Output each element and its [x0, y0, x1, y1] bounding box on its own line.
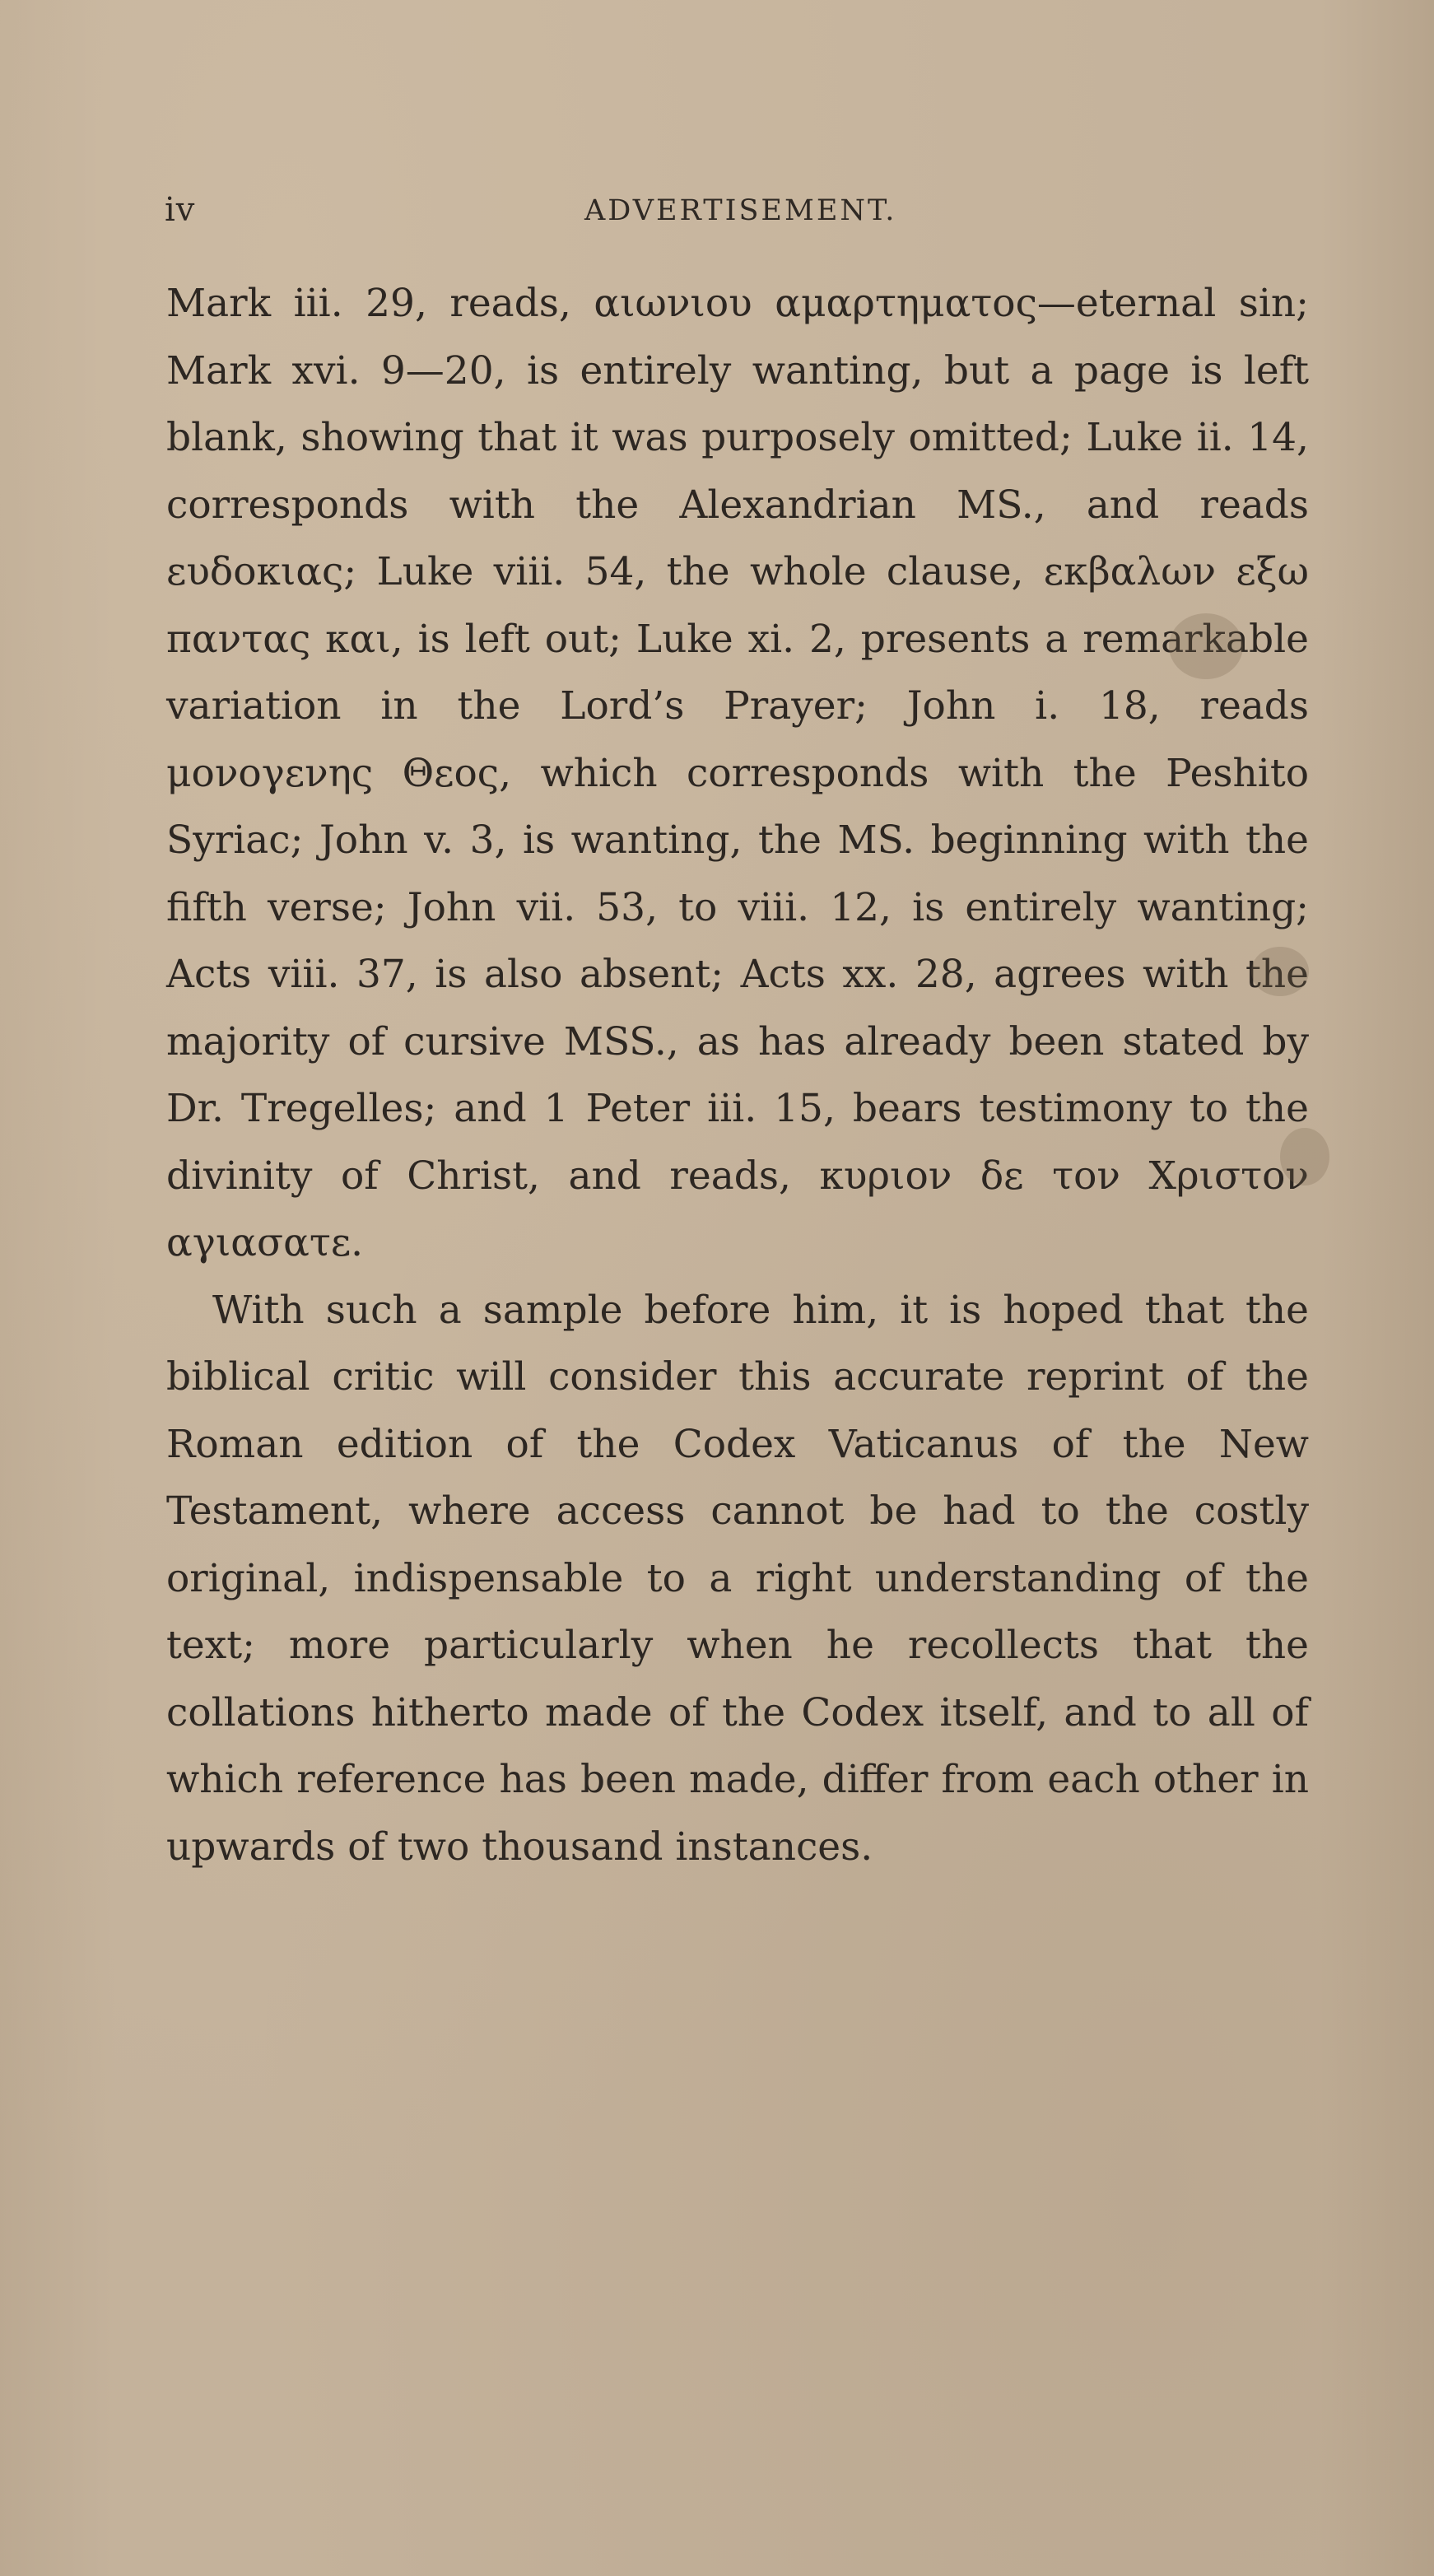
running-head: ADVERTISEMENT. — [584, 194, 897, 227]
paper-stain — [1169, 613, 1243, 679]
page-number: iv — [165, 191, 196, 229]
body-text — [166, 270, 1309, 1880]
paragraph-1: Mark iii. 29, reads, αιωνιου αμαρτηματος—eternal sin; Mark xvi. 9—20, is entirely wanting, but a page is left blank, showing that it was purposely omitted; Luke ii. 14, corresponds with the Alexandrian MS., and reads ευδοκιας; Luke viii. 54, the whole clause, εκβαλων εξω παντας και, is left out; Luke xi. 2, presents a remarkable variation in the Lord’s Prayer; John i. 18, reads μονογενης Θεος, which corresponds with the Peshito Syriac; John v. 3, is wanting, the MS. beginning with the fifth verse; John vii. 53, to viii. 12, is entirely wanting; Acts viii. 37, is also absent; Acts xx. 28, agrees with the majority of cursive MSS., as has already been stated by Dr. Tregelles; and 1 Peter iii. 15, bears testimony to the divinity of Christ, and reads, κυριον δε τον Χριστον αγιασατε. — [166, 281, 1309, 1265]
paper-stain — [1251, 947, 1309, 996]
page-header — [165, 191, 1309, 240]
paper-stain — [1280, 1128, 1329, 1186]
paragraph-2: With such a sample before him, it is hoped that the biblical critic will consider this accurate reprint of the Roman edition of the Codex Vaticanus of the New Testament, where access cannot be had to the costly original, indispensable to a right understanding of the text; more particularly when he recollects that the collations hitherto made of the Codex itself, and to all of which reference has been made, differ from each other in upwards of two thousand instances. — [166, 1287, 1309, 1870]
